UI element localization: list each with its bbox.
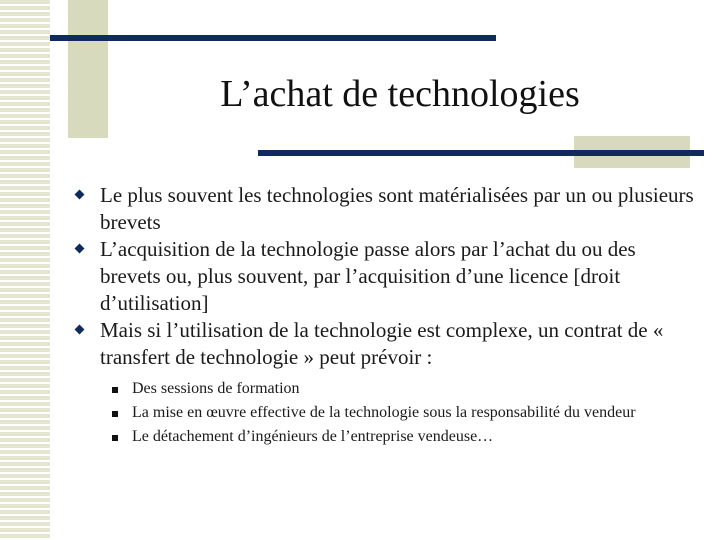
sub-bullet-text: La mise en œuvre effective de la technologie sous la responsabilité du vendeur — [132, 404, 636, 421]
diamond-bullet-icon — [75, 190, 85, 200]
sub-bullet-item — [76, 403, 672, 423]
sub-bullet-text: Le détachement d’ingénieurs de l’entreprise vendeuse… — [132, 428, 494, 445]
bullet-item — [76, 317, 696, 371]
bullet-text: L’acquisition de la technologie passe alors par l’achat du ou des brevets ou, plus souvent, par l’acquisition d’une licence [droit d’utilisation] — [100, 237, 636, 315]
square-bullet-icon — [112, 435, 118, 441]
slide-title: L’achat de technologies — [220, 73, 580, 115]
left-stripes-decoration — [0, 0, 50, 540]
bottom-accent-bar — [258, 150, 704, 156]
sub-bullet-item — [76, 427, 672, 447]
bullet-item — [76, 236, 696, 317]
diamond-bullet-icon — [75, 325, 85, 335]
square-bullet-icon — [112, 387, 118, 393]
sub-bullet-text: Des sessions de formation — [132, 380, 300, 397]
slide-content — [76, 182, 696, 451]
diamond-bullet-icon — [75, 244, 85, 254]
top-accent-bar — [50, 35, 496, 41]
sub-bullet-list — [76, 379, 696, 447]
bullet-text: Mais si l’utilisation de la technologie est complexe, un contrat de « transfert de technologie » peut prévoir : — [100, 318, 664, 369]
bullet-item — [76, 182, 696, 236]
bullet-text: Le plus souvent les technologies sont matérialisées par un ou plusieurs brevets — [100, 183, 694, 234]
square-bullet-icon — [112, 411, 118, 417]
top-decor-block — [68, 0, 108, 138]
sub-bullet-item — [76, 379, 672, 399]
